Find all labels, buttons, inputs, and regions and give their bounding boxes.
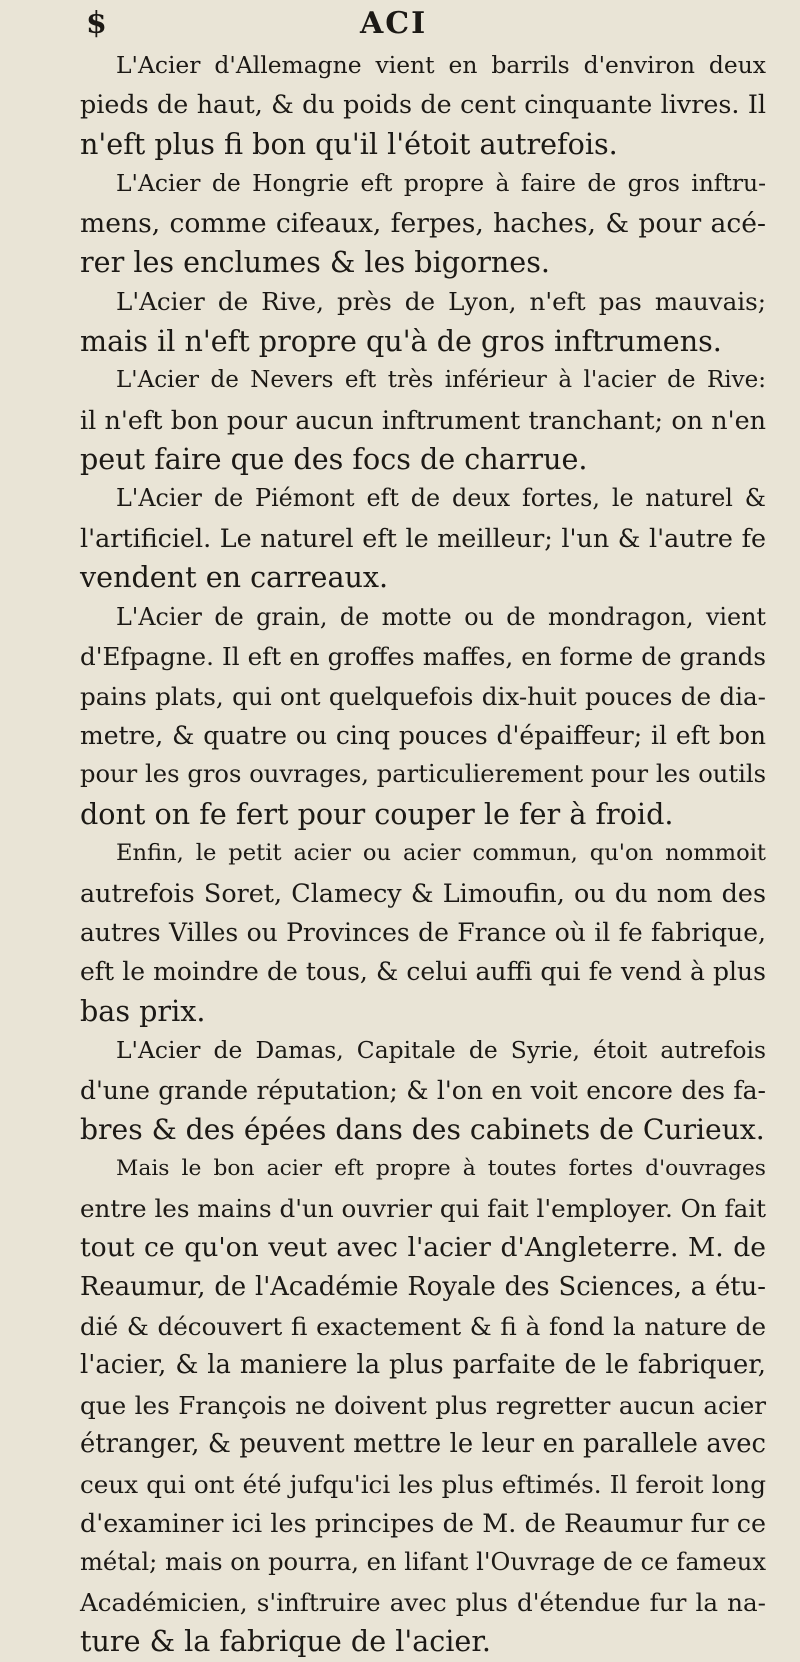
text-line: L'Acier de Hongrie eft propre à faire de gros inftru- [116,169,766,198]
text-line: Académicien, s'inftruire avec plus d'étendue fur la na- [80,1587,766,1617]
text-line: vendent en carreaux. [80,560,389,595]
text-line: l'artificiel. Le naturel eft le meilleur; l'un & l'autre fe [80,522,766,553]
text-line: metre, & quatre ou cinq pouces d'épaiffeur; il eft bon [80,720,766,750]
text-line: eft le moindre de tous, & celui auffi qui fe vend à plus [80,957,766,987]
text-line: ceux qui ont été jufqu'ici les plus eftimés. Il feroit long [80,1469,766,1499]
text-line: n'eft plus fi bon qu'il l'étoit autrefois. [80,126,618,161]
paragraph-acier-grain [46,598,766,834]
body-text [46,46,766,1662]
text-line: L'Acier de Piémont eft de deux fortes, le naturel & [116,484,766,513]
text-line: métal; mais on pourra, en lifant l'Ouvrage de ce fameux [80,1548,766,1577]
text-line: entre les mains d'un ouvrier qui fait l'employer. On fait [80,1193,766,1223]
text-line: tout ce qu'on veut avec l'acier d'Angleterre. M. de [80,1232,766,1264]
paragraph-acier-allemagne [46,46,766,164]
text-line: L'Acier de Damas, Capitale de Syrie, étoit autrefois [116,1036,766,1065]
text-line: L'Acier de Nevers eft très inférieur à l'acier de Rive: [116,367,766,394]
text-line: que les François ne doivent plus regretter aucun acier [80,1390,766,1420]
text-line: peut faire que des focs de charrue. [80,442,588,477]
text-line: mens, comme cifeaux, ferpes, haches, & pour acé- [80,207,766,239]
paragraph-bon-acier [46,1149,766,1661]
text-line: bres & des épées dans des cabinets de Curieux. [80,1112,765,1146]
text-line: l'acier, & la maniere la plus parfaite de le fabriquer, [80,1350,766,1381]
running-head [0,6,800,40]
paragraph-acier-damas [46,1031,766,1149]
text-line: d'examiner ici les principes de M. de Reaumur fur ce [80,1508,766,1539]
paragraph-petit-acier [46,834,766,1031]
text-line: autres Villes ou Provinces de France où il fe fabrique, [80,917,766,947]
text-line: L'Acier de grain, de motte ou de mondragon, vient [116,602,766,631]
text-line: pieds de haut, & du poids de cent cinquante livres. Il [80,89,766,120]
text-line: ture & la fabrique de l'acier. [80,1624,491,1659]
text-line: bas prix. [80,993,206,1028]
text-line: pains plats, qui ont quelquefois dix-huit pouces de dia- [80,681,766,711]
text-line: L'Acier de Rive, près de Lyon, n'eft pas mauvais; [116,287,766,317]
signature-mark: $ [86,6,109,41]
text-line: pour les gros ouvrages, particulierement pour les outils [80,760,766,789]
text-line: d'Efpagne. Il eft en groffes maffes, en forme de grands [80,642,766,672]
text-line: autrefois Soret, Clamecy & Limoufin, ou du nom des [80,877,766,908]
text-line: d'une grande réputation; & l'on en voit encore des fa- [80,1075,766,1105]
text-line: L'Acier d'Allemagne vient en barrils d'environ deux [116,51,766,79]
text-line: rer les enclumes & les bigornes. [80,245,550,280]
running-head-title: ACI [360,6,428,41]
paragraph-acier-rive [46,282,766,361]
text-line: étranger, & peuvent mettre le leur en parallele avec [80,1429,766,1460]
text-line: dont on fe fert pour couper le fer à froid. [80,796,674,831]
text-line: dié & découvert fi exactement & fi à fond la nature de [80,1312,766,1341]
text-line: il n'eft bon pour aucun inftrument tranchant; on n'en [80,404,766,435]
paragraph-acier-hongrie [46,164,766,282]
text-line: mais il n'eft propre qu'à de gros inftrumens. [80,323,722,358]
paragraph-acier-nevers [46,361,766,479]
text-line: Mais le bon acier eft propre à toutes fortes d'ouvrages [116,1156,766,1182]
text-line: Enfin, le petit acier ou acier commun, qu'on nommoit [116,840,766,867]
paragraph-acier-piemont [46,479,766,597]
text-line: Reaumur, de l'Académie Royale des Sciences, a étu- [80,1271,766,1302]
